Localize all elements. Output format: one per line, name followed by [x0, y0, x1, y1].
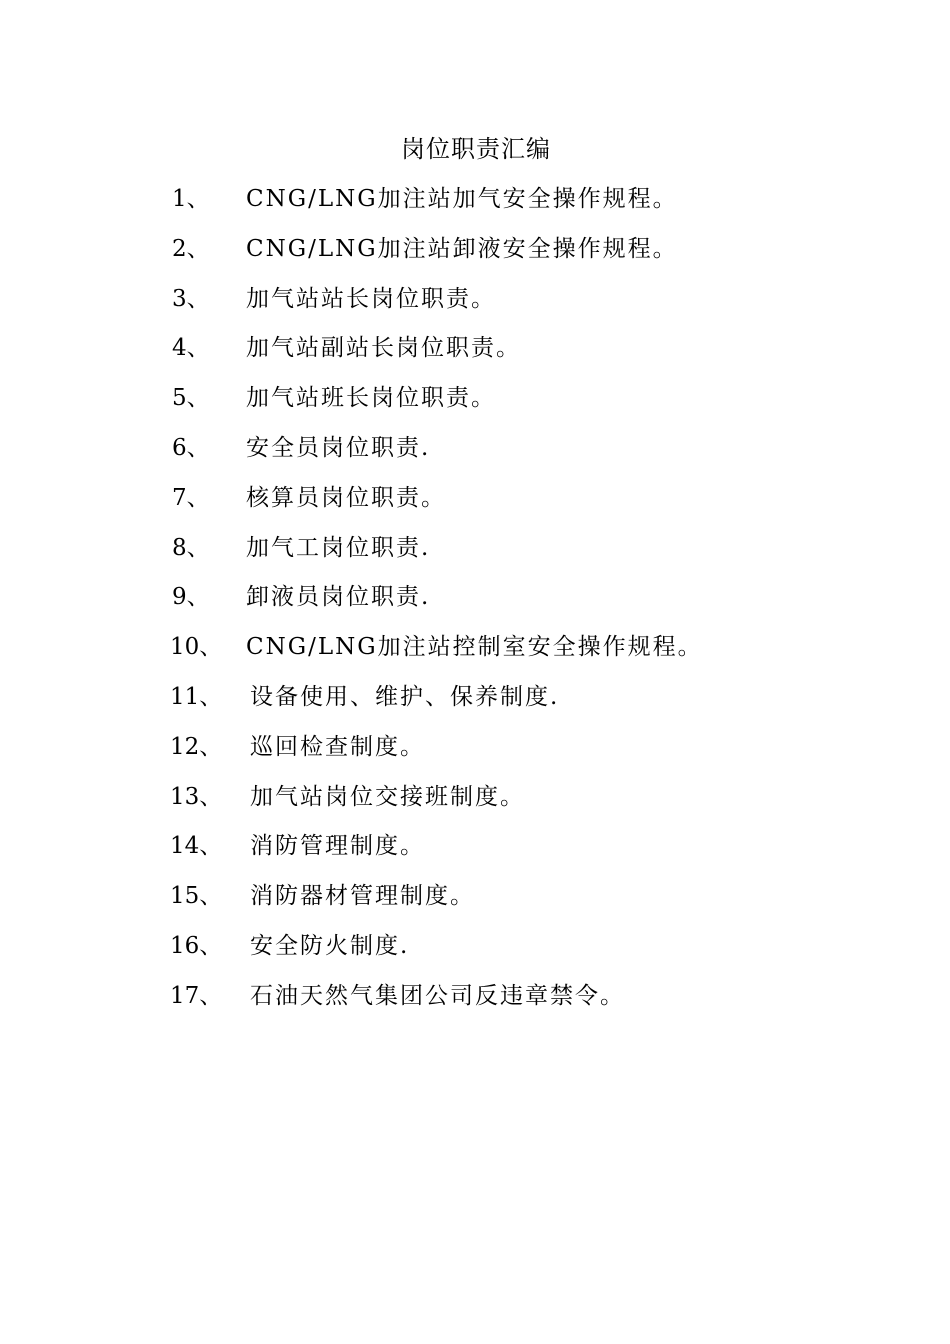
- toc-item: [0, 232, 950, 282]
- toc-item: [0, 580, 950, 630]
- toc-item-text: 石油天然气集团公司反违章禁令。: [250, 982, 625, 1009]
- toc-item-text: 加气站站长岗位职责。: [246, 285, 496, 312]
- toc-item-text: CNG/LNG加注站加气安全操作规程。: [246, 186, 678, 212]
- toc-item-number: 4、: [172, 335, 210, 362]
- toc-item-text: 加气站岗位交接班制度。: [250, 783, 525, 810]
- toc-item-number: 5、: [172, 385, 210, 412]
- toc-item-number: 6、: [172, 434, 210, 461]
- toc-item-text: CNG/LNG加注站卸液安全操作规程。: [246, 235, 678, 262]
- toc-item-number: 9、: [172, 584, 210, 611]
- toc-item-text: 安全员岗位职责.: [246, 434, 431, 461]
- toc-item: [0, 979, 950, 1029]
- toc-item: [0, 331, 950, 381]
- toc-item-number: 15、: [170, 883, 223, 910]
- toc-item-number: 16、: [170, 932, 223, 959]
- toc-item: [0, 431, 950, 481]
- toc-item: [0, 531, 950, 581]
- toc-list: [0, 182, 950, 1029]
- toc-item: [0, 680, 950, 730]
- toc-item-number: 7、: [172, 484, 210, 511]
- document-title: 岗位职责汇编: [401, 135, 551, 163]
- toc-item-text: 巡回检查制度。: [250, 733, 425, 760]
- toc-item-text: 设备使用、维护、保养制度.: [250, 683, 560, 710]
- toc-item: [0, 929, 950, 979]
- toc-item-number: 3、: [172, 285, 210, 312]
- toc-item: [0, 780, 950, 830]
- toc-item-number: 13、: [170, 783, 223, 810]
- toc-item: [0, 282, 950, 332]
- toc-item-number: 14、: [170, 833, 223, 860]
- toc-item-number: 17、: [170, 982, 223, 1009]
- toc-item-text: 核算员岗位职责。: [246, 484, 446, 511]
- toc-item-number: 10、: [170, 634, 223, 661]
- toc-item-text: 加气站班长岗位职责。: [246, 385, 496, 412]
- toc-item-text: 消防器材管理制度。: [250, 883, 475, 910]
- toc-item-text: 消防管理制度。: [250, 833, 425, 860]
- toc-item-text: 卸液员岗位职责.: [246, 584, 431, 611]
- toc-item: [0, 481, 950, 531]
- toc-item-text: 加气站副站长岗位职责。: [246, 335, 521, 362]
- toc-item-number: 12、: [170, 733, 223, 760]
- toc-item: [0, 182, 950, 232]
- toc-item-number: 8、: [172, 534, 210, 561]
- toc-item: [0, 630, 950, 680]
- toc-item: [0, 730, 950, 780]
- toc-item-text: 安全防火制度.: [250, 932, 410, 959]
- toc-item-number: 2、: [172, 235, 210, 262]
- toc-item: [0, 829, 950, 879]
- toc-item-text: CNG/LNG加注站控制室安全操作规程。: [246, 634, 703, 661]
- toc-item: [0, 879, 950, 929]
- toc-item-text: 加气工岗位职责.: [246, 534, 431, 561]
- toc-item-number: 1、: [172, 186, 210, 212]
- toc-item-number: 11、: [170, 683, 223, 710]
- toc-item: [0, 381, 950, 431]
